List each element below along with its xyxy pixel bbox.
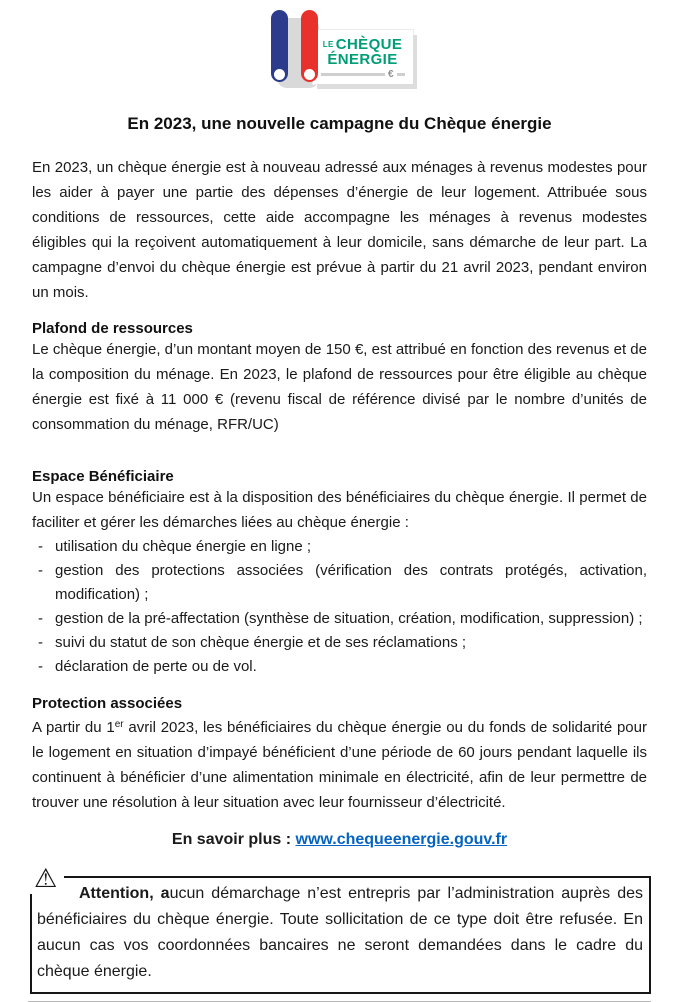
- section-heading-espace: Espace Bénéficiaire: [32, 468, 174, 485]
- euro-icon: €: [385, 69, 397, 81]
- list-item-text: gestion des protections associées (vérification des contrats protégés, activation, modification) ;: [55, 562, 647, 603]
- dash-bullet: -: [38, 658, 43, 675]
- warning-text: [37, 881, 643, 985]
- protection-paragraph: [32, 712, 647, 815]
- page-title: En 2023, une nouvelle campagne du Chèque énergie: [127, 114, 552, 133]
- cheque-energie-logo: [267, 8, 413, 92]
- logo-le-label: LE: [322, 40, 334, 49]
- list-item-text: gestion de la pré-affectation (synthèse de situation, création, modification, suppression) ;: [55, 610, 643, 627]
- list-item: [32, 559, 647, 607]
- logo-word-cheque: CHÈQUE: [335, 36, 403, 53]
- more-info-label: En savoir plus :: [171, 831, 296, 848]
- dash-bullet: -: [38, 610, 43, 627]
- warning-triangle-icon: ⚠: [30, 865, 64, 894]
- logo-card: [313, 30, 413, 84]
- section-heading-protection: Protection associées: [32, 695, 183, 712]
- logo-red-stripe: [301, 10, 318, 82]
- warning-body-text: ucun démarchage n’est entrepris par l’administration auprès des bénéficiaires du chèque énergie. Toute sollicitation de ce type doit être refusée. En aucun cas vos coordonnées bancaires ne seront demandées dans le cadre du chèque énergie.: [37, 885, 643, 980]
- logo-wordmark: [313, 37, 413, 67]
- logo-blue-stripe: [271, 10, 288, 82]
- protection-text-rest: avril 2023, les bénéficiaires du chèque énergie ou du fonds de solidarité pour le logement en situation d’impayé bénéficient d’une période de 60 jours pendant laquelle ils continuent à bénéficier d’une alimentation minimale en électricité, afin de leur permettre de trouver une résolution à leur situation avec leur fournisseur d’électricité.: [32, 719, 647, 811]
- list-item: [32, 535, 647, 559]
- section-heading-plafond: Plafond de ressources: [32, 320, 193, 337]
- more-info-line: [32, 831, 647, 849]
- espace-bullet-list: [32, 535, 647, 679]
- espace-paragraph: Un espace bénéficiaire est à la disposition des bénéficiaires du chèque énergie. Il permet de faciliter et gérer les démarches liées au chèque énergie :: [32, 489, 647, 531]
- dash-bullet: -: [38, 634, 43, 651]
- list-item: [32, 631, 647, 655]
- dash-bullet: -: [38, 562, 43, 579]
- list-item-text: déclaration de perte ou de vol.: [55, 658, 257, 675]
- warning-box: [30, 863, 651, 994]
- list-item-text: suivi du statut de son chèque énergie et de ses réclamations ;: [55, 634, 467, 651]
- plafond-paragraph: Le chèque énergie, d’un montant moyen de 150 €, est attribué en fonction des revenus et de la composition du ménage. En 2023, le plafond de ressources pour être éligible au chèque énergie est fixé à 11 000 € (revenu fiscal de référence divisé par le nombre d’unités de consommation du ménage, RFR/UC): [32, 341, 647, 433]
- ordinal-superscript: er: [114, 719, 124, 730]
- logo-word-energie: ÉNERGIE: [327, 51, 398, 68]
- dash-bullet: -: [38, 538, 43, 555]
- list-item: [32, 607, 647, 631]
- chequeenergie-link[interactable]: www.chequeenergie.gouv.fr: [295, 831, 508, 848]
- protection-text-start: A partir du 1: [32, 719, 115, 736]
- intro-paragraph: En 2023, un chèque énergie est à nouveau adressé aux ménages à revenus modestes pour les aider à payer une partie des dépenses d’énergie de leur logement. Attribuée sous conditions de ressources, cette aide accompagne les ménages à revenus modestes éligibles qui la reçoivent automatiquement à leur domicile, sans démarche de leur part. La campagne d’envoi du chèque énergie est prévue à partir du 21 avril 2023, pendant environ un mois.: [32, 159, 647, 301]
- list-item-text: utilisation du chèque énergie en ligne ;: [55, 538, 312, 555]
- list-item: [32, 655, 647, 679]
- warning-bold-lead: Attention, a: [79, 885, 170, 902]
